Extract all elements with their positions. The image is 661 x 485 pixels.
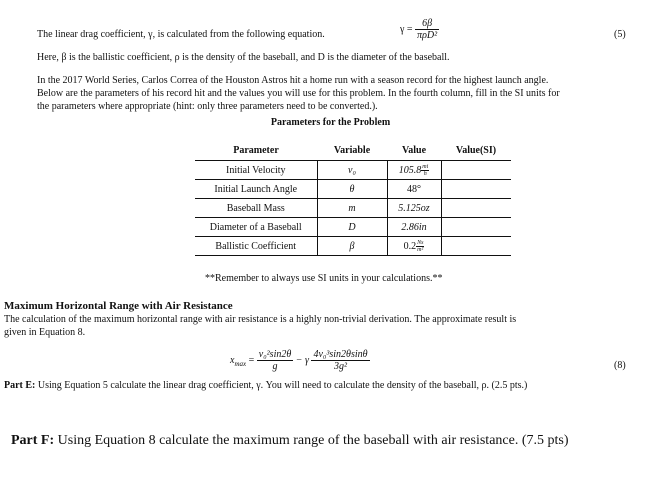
parameters-table <box>195 140 511 256</box>
cell-parameter: Ballistic Coefficient <box>195 237 317 256</box>
cell-parameter: Diameter of a Baseball <box>195 218 317 237</box>
cell-value-unit <box>421 164 429 177</box>
unit-denominator: m² <box>417 246 424 253</box>
paragraph-line-2: Below are the parameters of his record hit and the values you will use for this problem. In the fourth column, fill in the SI units for <box>37 88 560 99</box>
cell-variable: m <box>317 199 387 218</box>
table-row <box>195 199 511 218</box>
cell-value <box>387 161 441 180</box>
eq5-number: (5) <box>614 29 626 40</box>
cell-variable: θ <box>317 180 387 199</box>
part-f <box>11 432 569 449</box>
cell-value: 2.86in <box>387 218 441 237</box>
part-e-label: Part E: <box>4 380 36 391</box>
cell-si-input[interactable] <box>441 199 511 218</box>
eq8-frac2-numerator: 4v₀³sin2θsinθ <box>313 349 368 360</box>
table-row <box>195 180 511 199</box>
paragraph-line-1: In the 2017 World Series, Carlos Correa of the Houston Astros hit a home run with a season record for the highest launch angle. <box>37 75 549 86</box>
eq8-lhs: x <box>230 354 235 366</box>
cell-si-input[interactable] <box>441 180 511 199</box>
cell-si-input[interactable] <box>441 218 511 237</box>
eq8-lhs-subscript: max <box>234 359 247 368</box>
eq8-frac2-denominator: 3g² <box>334 361 347 372</box>
cell-value-number: 0.2 <box>403 240 417 252</box>
eq8-frac1-denominator: g <box>272 361 278 372</box>
eq5-numerator: 6β <box>415 18 439 30</box>
paragraph-line-3: the parameters where appropriate (hint: only three parameters need to be converted.). <box>37 101 378 112</box>
cell-variable: D <box>317 218 387 237</box>
section-body-line-1: The calculation of the maximum horizontal range with air resistance is a highly non-trivial derivation. The approximate result is <box>4 314 517 325</box>
cell-variable: β <box>317 237 387 256</box>
cell-value <box>387 237 441 256</box>
cell-si-input[interactable] <box>441 161 511 180</box>
cell-value: 48° <box>387 180 441 199</box>
eq5-intro: The linear drag coefficient, γ, is calculated from the following equation. <box>37 29 325 40</box>
cell-parameter: Baseball Mass <box>195 199 317 218</box>
unit-numerator: mi <box>422 163 429 170</box>
part-f-label: Part F: <box>11 433 55 448</box>
part-e <box>4 380 527 392</box>
table-row <box>195 161 511 180</box>
part-f-text: Using Equation 8 calculate the maximum range of the baseball with air resistance. (7.5 pts) <box>57 433 569 448</box>
header-parameter: Parameter <box>195 140 317 161</box>
eq8-fraction-2 <box>311 349 369 372</box>
here-line: Here, β is the ballistic coefficient, ρ is the density of the baseball, and D is the diameter of the baseball. <box>37 52 450 63</box>
section-body-line-2: given in Equation 8. <box>4 327 86 338</box>
header-variable: Variable <box>317 140 387 161</box>
cell-value: 5.125oz <box>387 199 441 218</box>
cell-value-number: 105.8 <box>398 164 422 176</box>
table-row <box>195 218 511 237</box>
eq8-equals: = <box>248 354 255 366</box>
eq8-fraction-1 <box>257 349 294 372</box>
section-heading: Maximum Horizontal Range with Air Resistance <box>4 300 233 312</box>
cell-variable: v₀ <box>317 161 387 180</box>
eq5-fraction <box>415 18 439 41</box>
equation-8 <box>230 349 370 372</box>
table-row <box>195 237 511 256</box>
table-title: Parameters for the Problem <box>270 117 391 128</box>
cell-value-unit <box>416 240 424 253</box>
eq8-number: (8) <box>614 360 626 371</box>
unit-denominator: h <box>423 170 427 177</box>
cell-si-input[interactable] <box>441 237 511 256</box>
equation-5 <box>400 18 439 41</box>
eq8-minus-gamma: − γ <box>295 354 309 366</box>
cell-parameter: Initial Velocity <box>195 161 317 180</box>
si-reminder: **Remember to always use SI units in your calculations.** <box>205 273 443 284</box>
part-e-text: Using Equation 5 calculate the linear drag coefficient, γ. You will need to calculate the density of the baseball, ρ. (2.5 pts.) <box>37 380 528 391</box>
unit-numerator: Ns <box>417 239 424 246</box>
eq5-denominator: πρD² <box>417 30 438 41</box>
header-value: Value <box>387 140 441 161</box>
header-value-si: Value(SI) <box>441 140 511 161</box>
eq5-lhs: γ = <box>400 23 413 35</box>
eq8-frac1-numerator: v₀²sin2θ <box>258 349 292 360</box>
table-header-row <box>195 140 511 161</box>
cell-parameter: Initial Launch Angle <box>195 180 317 199</box>
